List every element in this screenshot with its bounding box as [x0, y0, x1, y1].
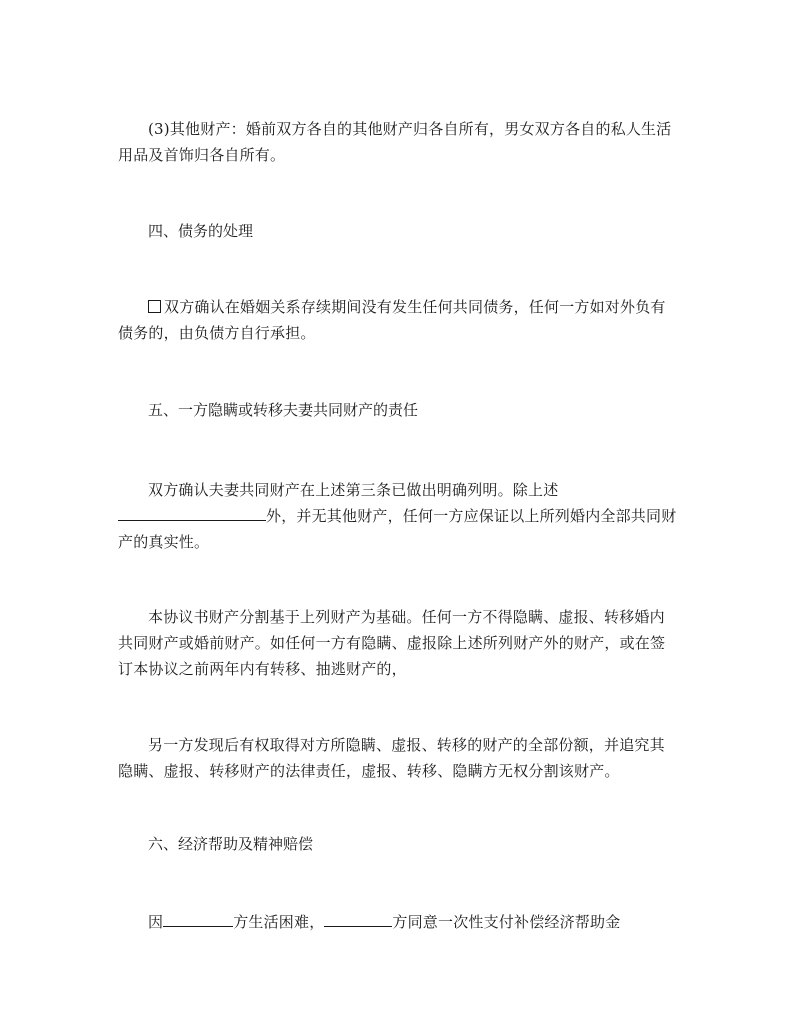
- other-party-rights-text: 另一方发现后有权取得对方所隐瞒、虚报、转移的财产的全部份额，并追究其隐瞒、虚报、转移财产的法律责任，虚报、转移、隐瞒方无权分割该财产。: [118, 736, 665, 780]
- heading-concealment-liability: 五、一方隐瞒或转移夫妻共同财产的责任: [148, 401, 419, 419]
- party-in-need-blank[interactable]: [163, 909, 233, 927]
- paragraph-other-property-text: (3)其他财产：婚前双方各自的其他财产归各自所有，男女双方各自的私人生活用品及首饰归各自所有。: [118, 120, 672, 164]
- paragraph-other-party-rights: [118, 732, 678, 784]
- help-text-start: 因: [148, 913, 164, 931]
- paying-party-blank[interactable]: [324, 909, 392, 927]
- heading-economic-help: 六、经济帮助及精神赔偿: [148, 835, 314, 853]
- paragraph-division-basis: [118, 604, 678, 682]
- paragraph-property-confirmation: [118, 477, 678, 555]
- paragraph-economic-help: [118, 909, 678, 935]
- division-basis-text: 本协议书财产分割基于上列财产为基础。任何一方不得隐瞒、虚报、转移婚内共同财产或婚前财产。如任何一方有隐瞒、虚报除上述所列财产外的财产，或在签订本协议之前两年内有转移、抽逃财产的，: [118, 608, 666, 678]
- paragraph-debt-text: 双方确认在婚姻关系存续期间没有发生任何共同债务，任何一方如对外负有债务的，由负债方自行承担。: [118, 298, 666, 342]
- checkbox-icon[interactable]: [148, 300, 161, 313]
- help-text-end: 方同意一次性支付补偿经济帮助金: [392, 913, 621, 931]
- help-text-middle: 方生活困难，: [233, 913, 325, 931]
- paragraph-debt: [118, 294, 678, 346]
- confirmation-text-end: 外，并无其他财产，任何一方应保证以上所列婚内全部共同财产的真实性。: [118, 507, 677, 551]
- heading-debt-handling: 四、债务的处理: [148, 222, 254, 240]
- paragraph-other-property: [118, 116, 678, 168]
- confirmation-text-start: 双方确认夫妻共同财产在上述第三条已做出明确列明。除上述: [148, 481, 559, 499]
- excluded-property-blank[interactable]: [118, 503, 266, 521]
